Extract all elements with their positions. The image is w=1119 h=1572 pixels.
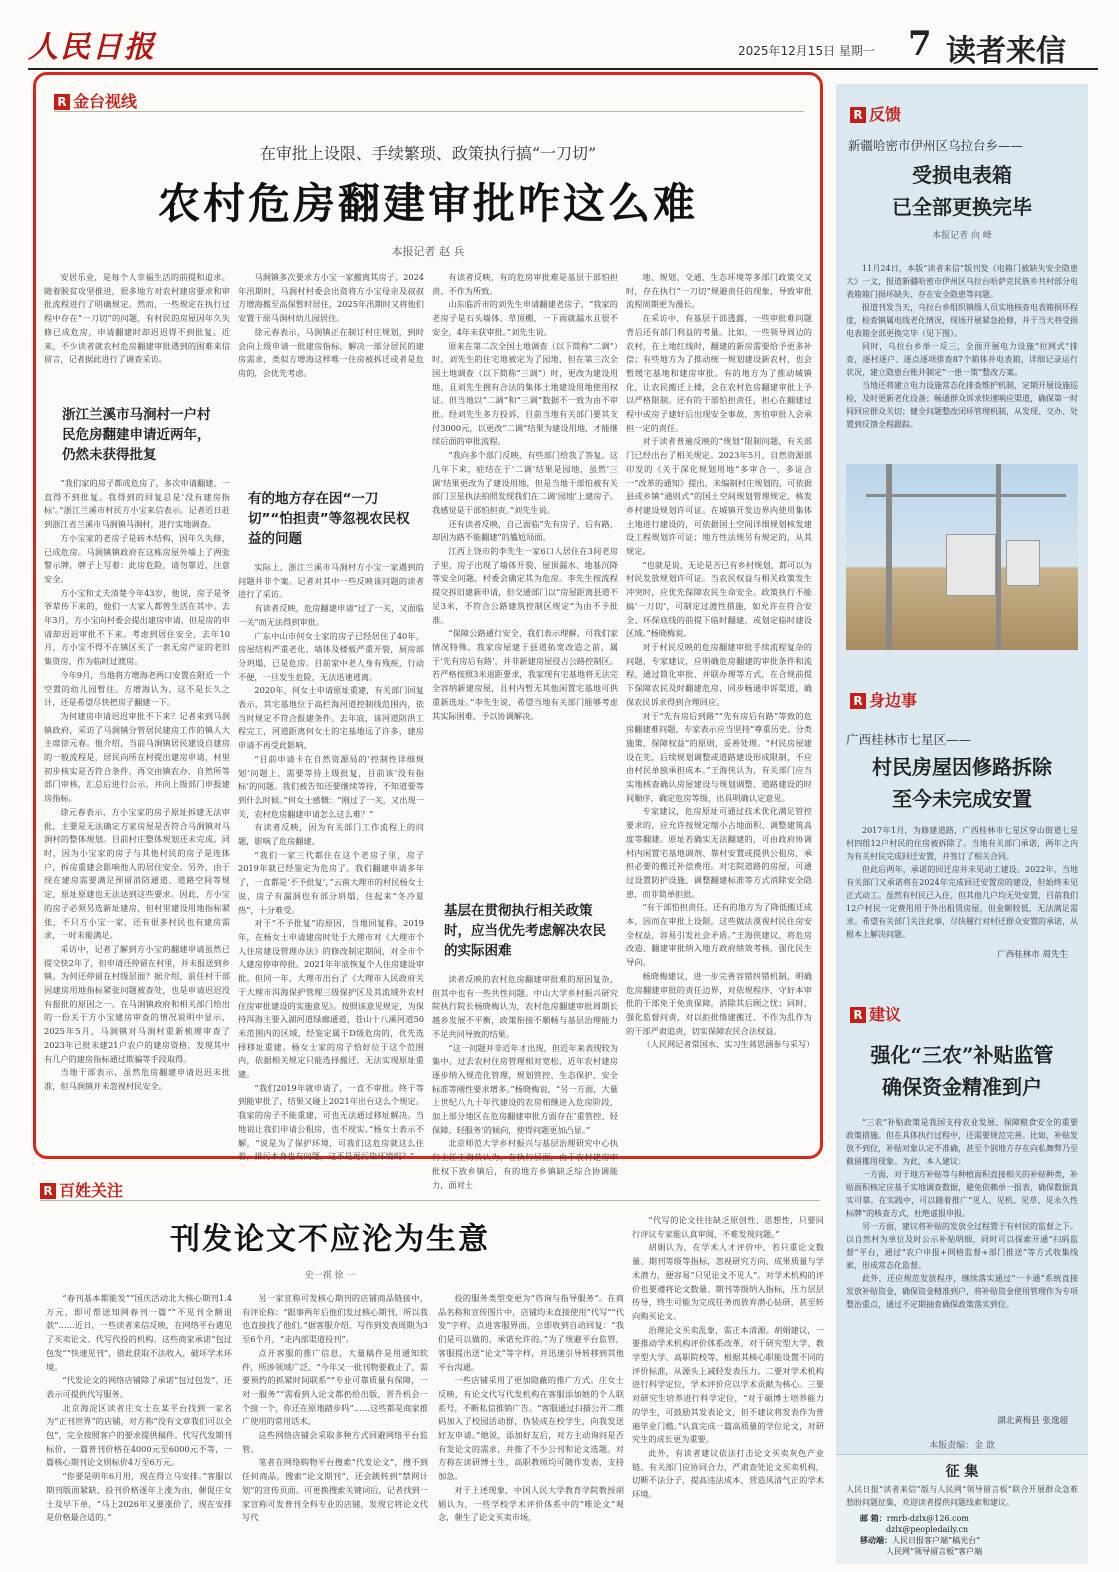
call-for-submissions-box	[836, 1454, 1088, 1564]
r-badge-icon: R	[850, 693, 866, 709]
divider	[40, 1200, 820, 1201]
around-headline-1: 村民房屋因修路拆除	[872, 755, 1052, 779]
article-subtitle: 在审批上设限、手续繁琐、政策执行搞“一刀切”	[259, 144, 597, 163]
newspaper-logo: 人民日报	[28, 30, 156, 65]
subheading-1: 浙江兰溪市马涧村一户村民危房翻建申请近两年，仍然未获得批复	[62, 407, 211, 463]
bottom-column-2: 另一家宣称可发核心期刊的店铺商品链接中，有评论称：“跟事两年后他们发过核心期刊，所以我也直接找了他们。”据客服介绍，写作到发表周期为3至6个月，“走内部渠道投刊”。 点开客服的推广信息，大量稿件是用通知软件，所涉领域广泛。“今年又一批刊物要截止了，需要预约的抓紧时间联系”“专业可靠质量有保障，一对一服务”“需看到人论文都扔给出版，晋升机会一个接一个，你还在原地踏步吗”……这些都是商家推广使用的常用话术。 这些网络店铺会采取多种方式回避网络平台监管。 笔者在网络购物平台搜索“代发论文”，搜不到任何商品，搜索“论文期刊”，还会跳转到“禁网计划”的宣传页面。可更换搜索关键词后，记者找到一家宣称可发普刊全科专业的店铺，发现它将论文代写代	[242, 1293, 428, 1523]
bottom-column-1: “春刊基本都能发”“国庆活动北大核心期刊1.4万元，即可帮送知网春刊一篇”“不见刊全额退款”……近日，一些读者来信反映，在网络平台遇见了买卖论文、代写代投的机构。这些商家承诺“包过包发”“快速见刊”，借此获取不法收入，破坏学术环境。 “代发论文的网络店铺除了承诺“包过包发”，还表示可提供代写服务。 北京海淀区读者庄女士在某平台找到一家名为“正刊世界”的店铺，对方称“没有文章我们可以全包”，完全按照客户的要求提供稿件。代写代发期刊标价，一篇普刊价格在4000元至6000元不等，一篇核心期刊论文则标价4万至6万元。 “你要是明年6月用，现在得立马安排。”客服以期刊版面紧缺、投刊价格逐年上涨为由，催促庄女士及早下单，“马上2026年又要涨价了，现在安排是价格最合适的。”	[46, 1293, 232, 1523]
article-column-2-top: 马涧镇多次要求方小宝一家搬离其房子。2024年汛期时，马涧村村委会出资将方小宝母亲及叔叔方增海搬至高保暂时居住，2025年汛期时又将他们安置于原马涧村幼儿园居住。 徐元春表示，马涧镇正在制订村庄规划，到时会向上级申请一批建房指标，解决一部分居民的建房需求，类似方增海这样唯一住房被拆迁或者是危房的，会优先考虑。	[238, 272, 424, 378]
call-title: 征 集	[945, 1464, 979, 1480]
suggest-headline-1: 强化“三农”补贴监管	[870, 1043, 1054, 1067]
bottom-column-3: 投的服务类型变更为“咨询与指导服务”。在商品名称和宣传图片中，店铺均未直接使用“代写”“代发”字样，点进客服界面，立即收到自动回复：“我们是可以做的，承诺允许的。”为了规避平台监管，客服提出送“论文”等字样，并迅速引导转移到其他平台沟通。 一些店铺采用了更加隐蔽的推广方式。庄女士反映，有论文代写代发机构在客服添加她的个人联系号，不断私信推销广告。“客服通过扫描公开二维码加入了校园活动群，伪装成在校学生，向我发送好友申请。”她说，添加好友后，对方主动询问是否有发论文的需求，并推了不少公刊和论文选题。对方称在读研博士生，高职教师均可随作发表，支持加急。 对于上述现象，中国人民大学教育学院教授胡娟认为，一些学校学术评价体系中的“唯论文”观念，催生了论文买卖市场，	[438, 1293, 624, 1523]
article-column-3-body: 读者反映的农村危房翻建审批难的原因复杂，但其中也有一些共性问题。中山大学乡村振兴研究院执行院长杨晓梅认为，农村危房翻建审批周期长越乡发展不平衡，政策衔接不顺畅与基层治理能力不足共同导致的结果。 “这一问题并非近年才出现，但近年来表现较为集中。过去农村住房管理相对宽松，近年农村建房逐步纳入规范化管理，规划管控、生态保护、安全标准等刚性要求增多。”杨晓梅说，“另一方面，大量上世纪八九十年代建设的农房相继进入危房阶段，加上部分地区在危房翻建审批方面存在‘重管控、轻保障、轻服务’的倾向，使得问题更加凸显。” 北京师范大学乡村振兴与基层治理研究中心执行主任王海侠认为，在执行层面，由于农村建房审批权下放乡镇后，有的地方乡镇缺乏综合协调能力，面对土	[432, 974, 618, 1190]
suggest-headline-2: 确保资金精准到户	[882, 1075, 1042, 1099]
feedback-kicker: 新疆哈密市伊州区乌拉台乡——	[848, 138, 1024, 153]
bottom-article-byline: 史一祺 徐 一	[304, 1271, 356, 1281]
subheading-2: 有的地方存在因“一刀切”“怕担责”等忽视农民权益的问题	[248, 491, 410, 547]
article-column-4: 地、规划、交通、生态环境等多部门政策交叉时，存在执行“一刀切”规避责任的现象，导致审批流程周期更为漫长。 在采访中，有基层干部透露，一些审批难问题背后还有部门利益的考量。比如，一些领导周边的农村，在土地红线时，翻建的新房需要给予更多补偿；有些地方为了推动统一规划建设新农村，也会暂缓宅基地和建房审批。有的地方为了推动城镇化，让农民搬迁上楼，会在农村危房翻建审批上予以严格限制。还有的干部怕担责任，担心在翻建过程中或房子建好后出现安全事故，害怕审批人会承担一定的责任。 对于读者普遍反映的“规划”限制问题，有关部门已经出台了相关规定。2023年5月，自然资源部印发的《关于深化规划用地“多审合一、多证合一”改革的通知》提出，未编制村庄规划的，可依据县或乡镇“通则式”的国土空间规划管理规定，核发乡村建设规划许可证。在城镇开发边界内使用集体土地进行建设的，可依据国土空间详细规划核发建设工程规划许可证；地方性法规另有规定的，从其规定。 “也就是说，无论是否已有乡村规划，都可以为村民发放规划许可证。当农民权益与相关政策发生冲突时，应优先保障农民生命安全。政策执行不能搞‘一刀切’，可制定过渡性措施，如允许在符合安全、环保底线的前提下临时翻建，或划定临时建设区域。”杨晓梅说。 对于村民反映的危房翻建审批手续流程复杂的问题，专家建议，应明确危房翻建的审批条件和流程，通过简化审批、并联办理等方式，在合规前提下保障农民及时翻建危房，同步畅通申诉渠道，确保农民诉求得到合理回应。 对于“先有房后到路”“先有房后有路”等致的危房翻建难问题，专家表示应当坚持“尊重历史、分类施策、保障权益”的原则，妥善处理。“村民房屋建设在先，后续规划调整或道路建设形成限制，不应由村民单独承担成本。”王海侠认为，有关部门应当实地核查确认房屋建设与规划调整、道路建设的时间顺序，确定危房等级，出具明确认定意见。 专家建议，危房原址可通过技术优化满足管控要求的，应允许按规定缩小占地面积、调整建筑高度等翻建。原址若确实无法翻建的，可由政府协调村内闲置宅基地调剂、靠村安置或提供公租房，承担必要的搬迁补偿费用。对宅院道路的房屋，可通过设置防护设施、调整翻建标准等方式消除安全隐患，而非简单拒批。 “有干部怕担责任，还有的地方为了降低搬迁成本，因而在审批上设限。这些做法漠视村民住房安全权益，容易引发社会矛盾。”王海侠建议，将危房改造、翻建审批纳入地方政府绩效考核，强化民生导向。 杨晓梅建议，进一步完善容错纠错机制，明确危房翻建审批的责任边界，对依规程序、守好本审批的干部免于免责保障，消除其后顾之忧；同时，强化监督问责，对以拒批惰建搬迁、不作为乱作为的干部严肃追责，切实保障农民合法权益。 （人民网记者常国水、实习生蒋思涵参与采写）	[626, 272, 815, 1050]
sidebar-tag-around: R 身边事	[850, 688, 917, 711]
sidebar-tag-suggest: R 建议	[850, 1002, 901, 1025]
around-body: 2017年1月，为修建道路，广西桂林市七星区穿山街道七星村四组12户村民的住房被拆除了。当地有关部门承诺，两年之内为有关村民完成回迁安置，并签订了相关合同。 但此后两年，承诺的回迁房并未见动工建设。2022年，当地有关部门又承诺将在2024年完成回迁安置房的建设，但始终未见正式动工。虽然有村民已入住，但其他几户均无处安置，目前我们12户村民一定费用用于外出租赁房屋，但金额较低，无法满足需求。希望有关部门关注此事，尽快履行对村迁群众安置的承诺，从根本上解决问题。	[846, 826, 1078, 939]
feedback-headline-2: 已全部更换完毕	[892, 195, 1032, 219]
email-link-2[interactable]: dzlx@peopledaily.cn	[886, 1525, 969, 1534]
bottom-column-tag: R 百姓关注	[40, 1178, 123, 1201]
r-badge-icon: R	[40, 1183, 56, 1199]
suggest-signature: 湖北黄梅县 张逸超	[997, 1416, 1068, 1426]
feedback-body: 11月24日，本版“读者来信”版刊发《电箱门被缺失安全隐患大》一文，报道新疆哈密市伊州区乌拉台哈萨克民族乡共村部分电表箱箱门损坏缺失、存在安全隐患等问题。 报道刊发当天，乌拉台乡组织镇级人员实地核查电表箱损坏程度，检查镇属电线老化情况，现场开展紧急抢修，并于当天将受损电表箱全部更换完毕（见下图）。 同时，乌拉台乡举一反三，全面开展电力设施“拉网式”排查，逐村逐户、逐点逐项排查87个箱体并电表箱，详细记录运行状况，建立隐患台账并制定“一患一策”整改方案。 当地还将建立电力设施常态化排查维护机制，定期开展设施巡检，及时更新老化设备；畅通群众诉求快速响应渠道，确保第一时间回应群众关切；健全问题整改闭环管理机制，从发现、交办、处置到反馈全程跟踪。	[846, 264, 1078, 429]
article-title: 农村危房翻建审批咋这么难	[157, 179, 698, 228]
bottom-column-4: “代写的论文往往缺乏原创性、思想性，只要同行评议专家能认真审阅，不难发现问题。” 胡娟认为，在学术人才评价中，若只重论文数量、期刊等级等指标，忽视研究方向、成果质量与学术潜力，便容易“只见论文不见人”。对学术机构的评价也要遵将论文数量、期刊等级纳入指标，压力层层传导，终生可能为完成任务而放弃潜心钻研，甚至转向购买论文。 治理论文买卖乱象，需正本清源。胡娟建议，一要推动学术机构评价体系改革，对于研究型大学、教学型大学、高职院校等，根据其核心职能设置不同的评价标准，从源头上减轻发表压力。二要对学术机构进行科学定位，学术评价应以学术贡献为核心。三要对研究生培养进行科学定位，“对于硕博士培养能力的学生，可鼓励其发表论文，但不建议将发表作为普遍毕业门槛。”认真完成一篇高质量的学位论文，对研究生的成长更为重要。 此外，有读者建议依法打击论文买卖灰色产业链。有关部门应协同合力，严肃查处论文买卖机构，切断不法分子，提高违法成本，营造风清气正的学术环境。	[632, 1215, 824, 1500]
page-editor: 本版责编：金 歆	[929, 1441, 995, 1451]
article-column-1-body: “我们家的房子都成危房了，多次申请翻建，一直得不到批复。我得到的回复总是‘没有建房指标’。”浙江兰溪市村民方小宝来信表示。记者近日赶到浙江省兰溪市马涧镇马涧村，进行实地调查。 方小宝家的老房子是砖木结构，因年久失修，已成危房。马涧镇镇政府在这栋房屋外墙上了两张警示牌，牌子上写着：此房危险，请勿靠近，注意安全。 方小宝和丈夫清楚今年43岁，他说，房子是爷爷辈传下来的，他们一大家人都曾生活在其中。去年3月，方小宝向村委会提出建房申请，但是房的申请却迟迟审批不下来。考虑到居住安全，去年10月，方小宝不得不在镇区买了一套无房产证的老旧集资房，作为临时过渡房。 今年9月，当地将方增海老两口安置在附近一个空置的幼儿园暂住。方增海认为，这不是长久之计，还是希望尽快把房子翻建一下。 为何建房申请迟迟审批不下来？记者来到马涧镇政府，采访了马涧镇分管居民建房工作的镇人大主席徐元春。他介绍，当前马涧镇居民建设自建房的一般流程是，居民向所在村提出建房申请，村里初步核实是否符合条件，再交由镇农办、自然所等部门审核，汇总后进行公示，并向上级部门申报建房指标。 徐元春表示，方小宝家的房子原址拆建无法审批，主要是无法确定方家房屋是否符合马涧镇对马涧村的整体规划。目前村庄整体规划还未完成。同时，因为小宝家的房子与其他村民的房子是连体户，拆房重建会影响他人的居住安全。另外，由于现在建房需要满足预留消防通道、道路空间等规定，原址原建也无法达到这些要求。因此，方小宝的房子必须另选新址建房，但村里建设用地指标紧张，不只方小宝一家，还有很多村民也有建房需求，一时未能满足。 采访中，记者了解到方小宝的翻建申请虽然已提交快2年了，但申请还停留在村里，并未报送到乡镇。为何还停留在村级层面？据介绍，前任村干部因建房用地指标紧张问题被查处，也是申请迟迟没有报批的原因之一。在马涧镇政府和相关部门给出的一份关于方小宝建房审查的情况说明中显示，2025年5月，马涧镇对马涧村重新梳理审查了2023年已批未建21户农户的建房资格，发现其中有几户的建房指标通过欺骗等手段取得。 当地干部表示，虽然危房翻建申请迟迟未批准，但马涧镇并未忽视村民安全。	[44, 478, 230, 1091]
bottom-article-title: 刊发论文不应沦为生意	[170, 1222, 490, 1257]
column-tag: R 金台视线	[54, 89, 137, 112]
suggest-body: “三农”补贴政策是我国支持农业发展、保障粮食安全的重要政策措施。但在具体执行过程中，还需要规范完善。比如，补贴发放不到位，补贴对象认定不准确，甚至个别地方存在向私舞弊乃至截留挪用现象。为此，本人建议： 一方面，对于地方补贴等与种植面积直接相关的补贴种类，补贴面积核定应基于实地调查数据，避免依赖单一报表，确保数据真实可靠。在实践中，可以随着推广“见人、见机、见草、见永久性标牌”的核查方式，杜绝虚报申报。 另一方面，建议将补贴的发放全过程置于有村民的监督之下。以自然村为单位及时公示补贴明细，同时可以探索开通“扫码监督”平台，通过“农户申报+网格监督+部门推送”等方式收集线索，形成常态化监督。 此外，还应规范发放程序，继续落实通过“一卡通”系统直接发放补贴资金，确保资金精准到户，将补贴资金使用管理作为专项整治重点，通过不定期抽查确保政策落实到位。	[846, 1118, 1078, 1309]
call-text: 人民日报“读者来信”版与人民网“领导留言板”联合开展群众急难愁盼问题征集，欢迎读者提供问题线索和建议。	[846, 1485, 1078, 1507]
article-column-3-top: 有读者反映，有的危房审批难是基层干部怕担责、不作为所致。 山东临沂市的刘先生申请翻建老房子，“我家的老房子是石头墙体、草顶棚，一下雨就漏水且很不安全，4年未获审批。”刘先生说。 原来在第二次全国土地调查（以下简称“二调”）时，刘先生的住宅地被定为了园地，但在第三次全国土地调查（以下简称“三调”）时，更改为建设用地，且刘先生拥有合法的集体土地建设用地使用权证。但当地以“二调”和“三调”数据不一致为由不审批。经刘先生多方投诉，目前当地有关部门要其支付3000元，以更改“二调”结果为建设用地，才能继续后面的审批流程。 “我向多个部门反映，有些部门给我了答复。这几年下来，症结在于‘二调’结果是园地，虽然‘三调’结果更改为了建设用地，但是当地干部怕被有关部门卫星执法拍照发现我们在二调‘园地’上建房子。我感觉是干部怕担责。”刘先生说。 还有读者反映，自己面临“先有房子，后有路，却因为路不能翻建”的尴尬局面。 江西上饶市的李先生一家6口人居住在3间老房子里，房子出现了墙体开裂、屋顶漏水、地基沉降等安全问题，村委会确定其为危房。李先生按流程提交拆旧建新申请，但交通部门以“房屋距离县道不足3米，不符合公路建筑控制区规定”为由不予批准。 “保障公路通行安全，我们表示理解，可我们家情况特殊。我家房屋建于县道拓宽改造之前，属于‘先有房后有路’，并非新建房屋侵占公路控制区。若严格按照3米退距要求，我家现有宅基地将无法完全容纳新建房屋，且村内暂无其他闲置宅基地可供重新选址。”李先生说，希望当地有关部门能够考虑其实际困难，予以协调解决。	[432, 272, 618, 721]
r-badge-icon: R	[850, 1007, 866, 1023]
r-badge-icon: R	[54, 94, 70, 110]
electric-meter-box-photo	[846, 464, 1078, 650]
feedback-headline-1: 受损电表箱	[912, 163, 1012, 187]
call-email: 邮 箱：rmrb-dzlx@126.com dzlx@peopledaily.cn 移动端：人民日报客户端“稿光台” 人民网“领导留言板”客户端	[860, 1513, 983, 1556]
article-column-1-intro: 安居乐业，是每个人幸福生活的前提和追求。随着脱贫攻坚推进，很多地方对农村建房要求和审批流程进行了明确规定。然而，一些规定在执行过程中存在“一刀切”的问题，有村民的房屋因年久失修已成危房，申请翻建时却迟迟得不到批复。近来，不少读者就农村危房翻建审批遇到的困难来信留言，记者据此进行了调查采访。	[44, 272, 230, 365]
email-link-1[interactable]: rmrb-dzlx@126.com	[886, 1514, 969, 1523]
r-badge-icon: R	[850, 107, 866, 123]
feedback-byline: 本报记者 向 峰	[932, 231, 992, 241]
around-kicker: 广西桂林市七星区——	[846, 732, 972, 747]
article-column-2-body: 实际上，浙江兰溪市马涧村方小宝一家遇到的问题并非个案。记者对其中一些反映该问题的读者进行了采访。 有读者反映，危房翻建申请“过了一关，又面临一关”而无法得到审批。 广东中山市何女士家的房子已经居住了40年，房屋结构严重老化，墙体及楼板严重开裂，厨房部分坍塌，已是危房。目前家中老人身有残疾，行动不便，一旦发生危险，无法迅速逃离。 2020年，何女士申请原址重建，有关部门回复表示，其宅基地位于高栏海河道控制线范围内，依当时规定不符合报建条件。去年底，该河道防洪工程完工，河道距离何女士的宅基地远了许多，建房申请不再受此影响。 “目前申请卡在自然资源局的‘控制性详细规划’问题上，需要等待上级批复，目前该‘没有指标’的问题。我们被告知还要继续等待，不知道要等到什么时候。”何女士感慨：“刚过了一关，又出现一关，农村危房翻建申请怎么这么难？” 有读者反映，因为有关部门工作流程上的问题，影响了危房翻建。 “我们一家三代都住在这个老房子里，房子2019年就已经鉴定为危房了。我们翻建申请多年了，一直都是‘不予批复’，”云南大理市的村民杨女士说，房子有漏洞也有部分坍塌，住起来“冬冷夏热”，十分难受。 对于“不予批复”的原因，当地回复称，2019年，在杨女士申请建房时处于大理市对《大理市个人住房建设管理办法》的修改制定期间，对全市个人建房停审停批。2021年年底恢复个人住房建设审批。但同一年，大理市出台了《大理市人民政府关于大理市洱海保护管理三级保护区及其流域外农村住房审批建设的实施意见》。按照该意见规定，为保持洱海主要入湖河道绿廊通道，苍山十八溪河道50米范围内的区域，经鉴定属于D级危房的，优先选择移址重建。杨女士家的房子恰好位于这个范围内，依据相关规定只能选择搬迁，无法实现原址重建。 “我们2019年就申请了，一直不审批。终于等到能审批了，结果又碰上2021年出台这么个规定。我家的房子不能重建，可也无法通过移址解决。当地说让我们申请公租房，也不现实。”杨女士表示不解，“说是为了保护环境，可我们这危房就这么住着，排污本身也有问题，这不是更污染环境吗？”	[238, 562, 424, 1162]
around-headline-2: 至今未完成安置	[892, 787, 1032, 811]
sidebar-tag-feedback: R 反馈	[850, 102, 901, 125]
sidebar	[836, 84, 1088, 1564]
page-number: 7	[908, 24, 932, 64]
issue-date: 2025年12月15日 星期一	[738, 44, 875, 58]
main-article-highlight[interactable]	[33, 72, 823, 1190]
around-signature: 广西桂林市 周先生	[997, 950, 1068, 960]
section-title: 读者来信	[946, 34, 1066, 69]
masthead	[28, 20, 1098, 70]
subheading-3: 基层在贯彻执行相关政策时，应当优先考虑解决农民的实际困难	[444, 903, 606, 959]
divider	[54, 111, 804, 112]
article-byline: 本报记者 赵 兵	[391, 245, 465, 258]
